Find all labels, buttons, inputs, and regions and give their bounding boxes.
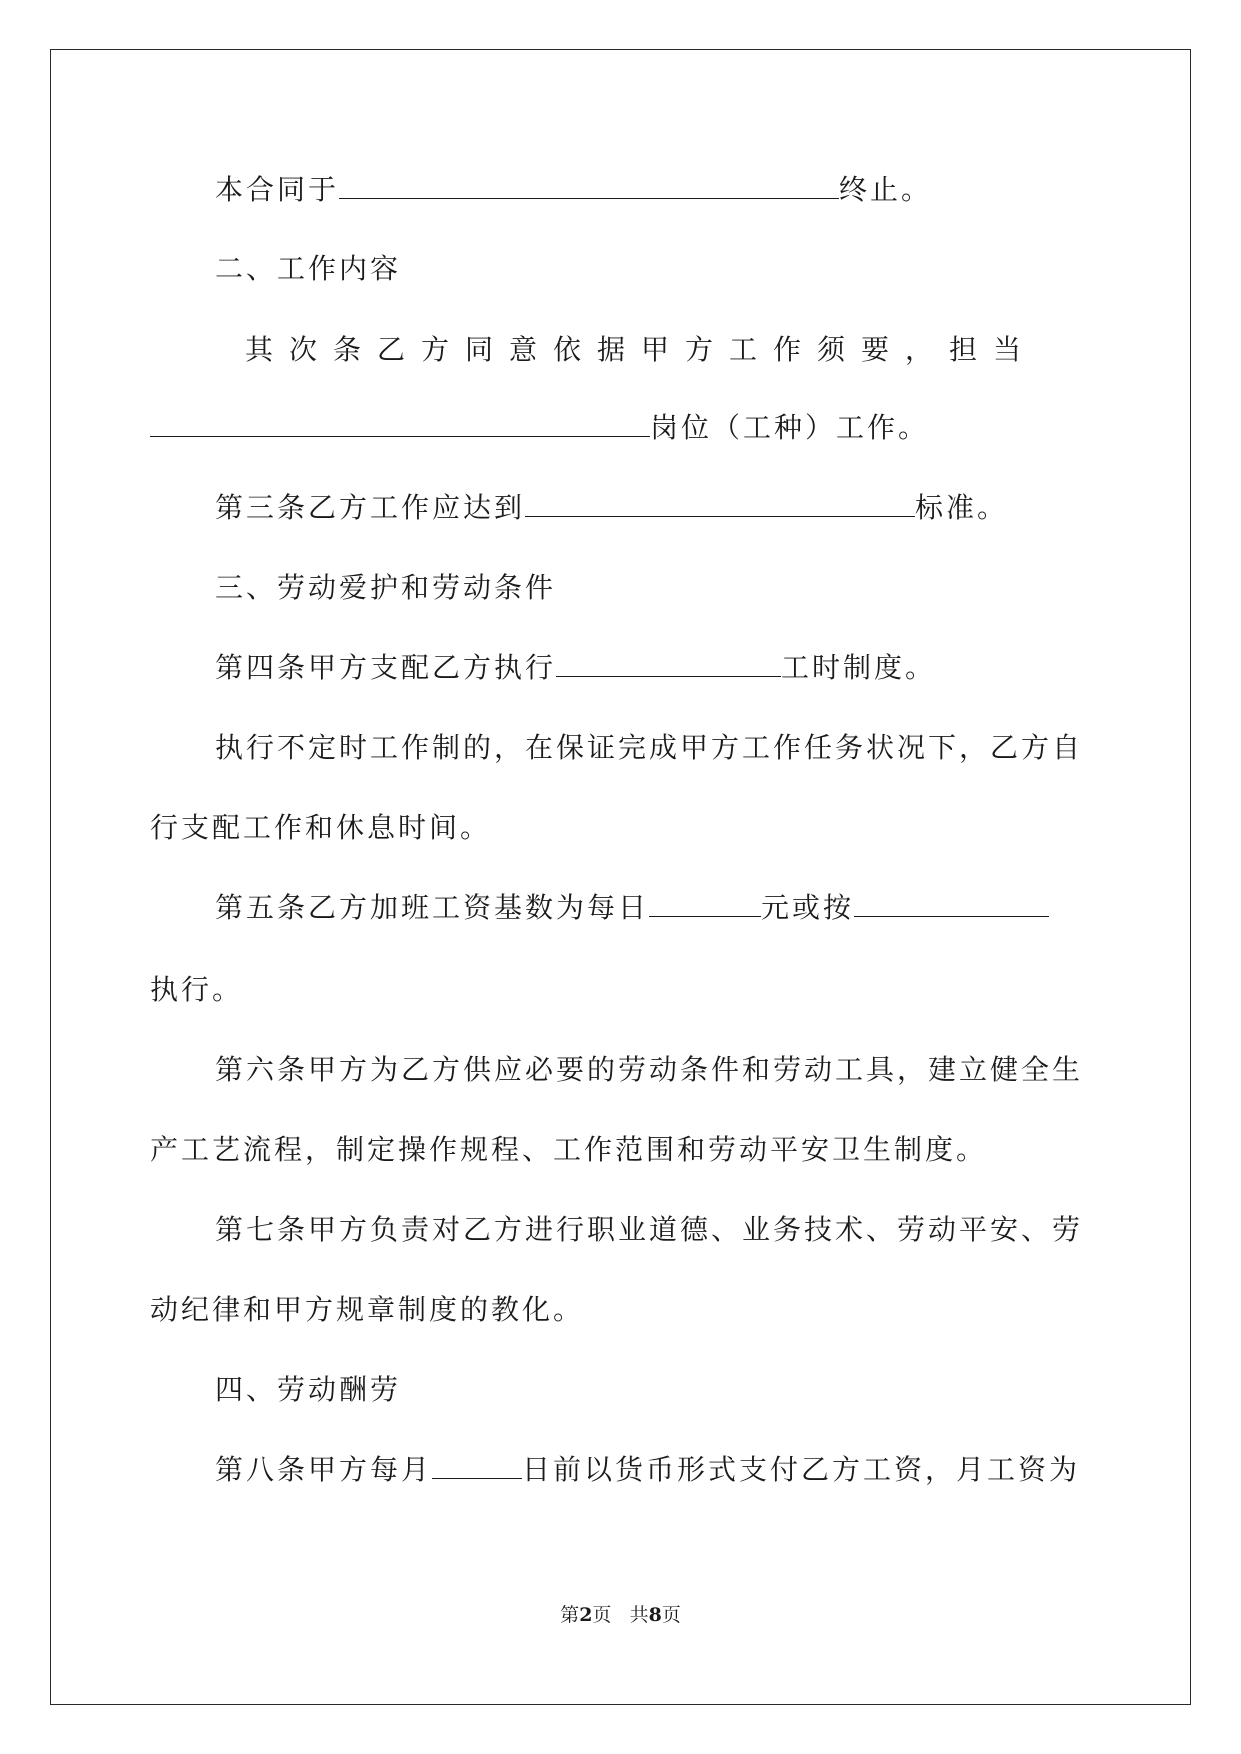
article-6-line: 第六条甲方为乙方供应必要的劳动条件和劳动工具，建立健全生 [215, 1053, 1084, 1086]
blank-field[interactable] [854, 894, 1049, 917]
line-text: 工时制度。 [781, 651, 937, 684]
paragraph-line: 产工艺流程，制定操作规程、工作范围和劳动平安卫生制度。 [150, 1133, 988, 1166]
line-text: 第三条乙方工作应达到 [215, 491, 526, 524]
footer-text: 第 [560, 1604, 580, 1626]
article-4-line [0, 648, 1241, 688]
current-page-number: 2 [579, 1604, 593, 1626]
paragraph-line: 动纪律和甲方规章制度的教化。 [150, 1293, 585, 1326]
line-text: 第八条甲方每月 [215, 1453, 433, 1486]
blank-field[interactable] [150, 414, 650, 437]
paragraph-line: 执行不定时工作制的，在保证完成甲方工作任务状况下，乙方自 [215, 731, 1084, 764]
section-heading-work-content: 二、工作内容 [215, 252, 402, 285]
blank-field[interactable] [432, 1456, 522, 1479]
line-text: 标准。 [915, 491, 1009, 524]
paragraph-line: 执行。 [150, 973, 244, 1006]
line-text: 日前以货币形式支付乙方工资，月工资为 [522, 1453, 1081, 1486]
footer-text: 页 [592, 1604, 612, 1626]
line-text: 第四条甲方支配乙方执行 [215, 651, 557, 684]
article-8-line [0, 1450, 1241, 1490]
line-text: 第五条乙方加班工资基数为每日 [215, 891, 650, 924]
paragraph-line: 行支配工作和休息时间。 [150, 811, 492, 844]
article-3-line [0, 488, 1241, 528]
line-text: 元或按 [761, 891, 855, 924]
footer-text: 共 [629, 1604, 649, 1626]
article-5-line [0, 888, 1241, 928]
section-heading-remuneration: 四、劳动酬劳 [215, 1373, 402, 1406]
blank-field[interactable] [556, 654, 781, 677]
line-text: 岗位（工种）工作。 [650, 411, 930, 444]
total-pages-number: 8 [648, 1604, 662, 1626]
article-7-line: 第七条甲方负责对乙方进行职业道德、业务技术、劳动平安、劳 [215, 1213, 1084, 1246]
blank-field[interactable] [525, 494, 915, 517]
termination-line [0, 170, 1241, 210]
section-heading-labor-protection: 三、劳动爱护和劳动条件 [215, 571, 557, 604]
article-2-line: 其次条乙方同意依据甲方工作须要，担当 [245, 333, 1038, 366]
page-footer [0, 1600, 1241, 1627]
blank-field[interactable] [339, 176, 839, 199]
blank-field[interactable] [649, 894, 761, 917]
footer-text: 页 [661, 1604, 681, 1626]
line-text: 本合同于 [215, 173, 340, 206]
line-text: 终止。 [839, 173, 933, 206]
article-2-cont [0, 408, 1241, 448]
